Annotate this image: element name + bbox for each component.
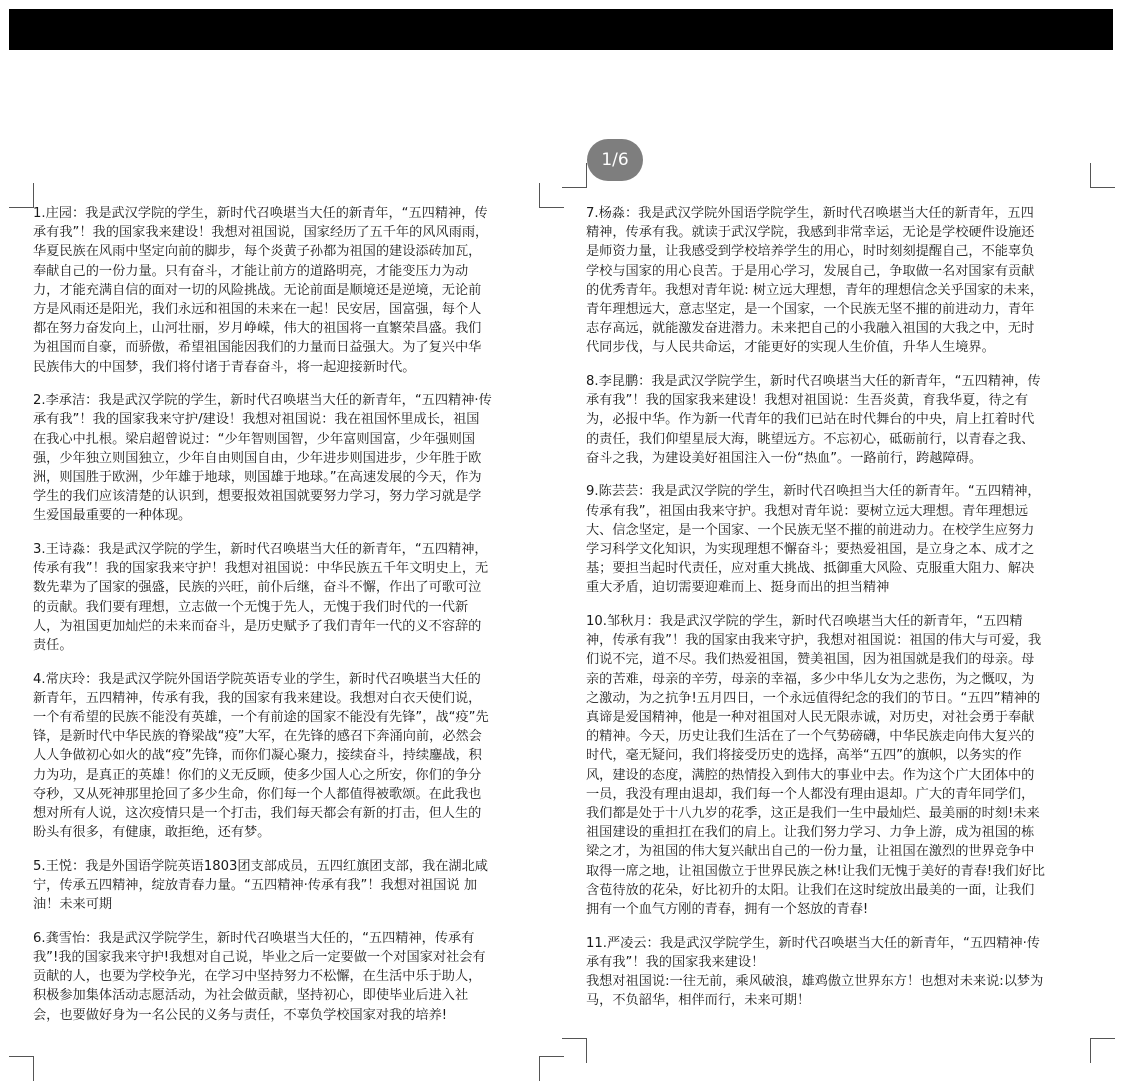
entry-4: 4.常庆玲：我是武汉学院外国语学院英语专业的学生，新时代召唤堪当大任的 新青年，五四精神，传承有我，我的国家有我来建设。我想对白衣天使们说， 一个有希望的民族不能没有英雄，一个有前途的国家不能没有先锋”，战“疫”先 锋，是新时代中华民族的脊梁战“疫”大军，在先锋的感召下奔涌向前，必然会 人人争做初心如火的战“疫”先锋，而你们凝心聚力，接续奋斗，持续鏖战，积 力为功，是真正的英雄！你们的义无反顾，使多少国人心之所安，你们的争分 夺秒，又从死神那里抢回了多少生命，你们每一个人都值得被歌颂。在此我也 想对所有人说，这次疫情只是一个打击，我们每天都会有新的打击，但人生的 盼头有很多，有健康，敢拒绝，还有梦。 (33, 671, 489, 841)
entry-5: 5.王悦：我是外国语学院英语1803团支部成员，五四红旗团支部，我在湖北咸 宁，传承五四精神，绽放青春力量。“五四精神·传承有我”！我想对祖国说 加 油！未来可期 (33, 858, 488, 913)
entry-2: 2.李承洁：我是武汉学院的学生，新时代召唤堪当大任的新青年，“五四精神·传 承有我”！我的国家我来守护/建设！我想对祖国说：我在祖国怀里成长，祖国 在我心中扎根。梁启超曾说过：“少年智则国智，少年富则国富，少年强则国 强，少年独立则国独立，少年自由则国自由，少年进步则国进步，少年胜于欧 洲，则国胜于欧洲，少年雄于地球，则国雄于地球。”在高速发展的今天，作为 学生的我们应该清楚的认识到，想要报效祖国就要努力学习，努力学习就是学 生爱国最重要的一种体现。 (33, 393, 492, 524)
viewer-top-bar (9, 9, 1113, 50)
entry-1: 1.庄园：我是武汉学院的学生，新时代召唤堪当大任的新青年，“五四精神，传 承有我”！我的国家我来建设！我想对祖国说，国家经历了五千年的风风雨雨， 华夏民族在风雨中坚定向前的脚步，每个炎黄子孙都为祖国的建设添砖加瓦， 奉献自己的一份力量。只有奋斗，才能让前方的道路明亮，才能变压力为动 力，才能充满自信的面对一切的风险挑战。无论前面是顺境还是逆境，无论前 方是风雨还是阳光，我们永远和祖国的未来在一起！民安居，国富强，每个人 都在努力奋发向上，山河壮丽，岁月峥嵘，伟大的祖国将一直繁荣昌盛。我们 为祖国而自豪，而骄傲，希望祖国能因我们的力量而日益强大。为了复兴中华 民族伟大的中国梦，我们将付诸于青春奋斗，将一起迎接新时代。 (33, 206, 489, 375)
crop-mark-right-page-top-right (1090, 163, 1115, 188)
entry-11: 11.严凌云：我是武汉学院学生，新时代召唤堪当大任的新青年，“五四精神·传 承有我”！我的国家我来建设！ 我想对祖国说:一往无前，乘风破浪，雄鸡傲立世界东方！也想对未来说:以梦为 马，不负韶华，相伴而行，未来可期！ (586, 935, 1044, 1009)
crop-mark-right-page-bottom-left (562, 1038, 587, 1063)
crop-mark-left-page-bottom-right (539, 1056, 564, 1081)
page-indicator-badge: 1/6 (587, 139, 643, 181)
crop-mark-left-page-top-right (539, 183, 564, 208)
entry-8: 8.李昆鹏：我是武汉学院学生，新时代召唤堪当大任的新青年，“五四精神，传 承有我”！我的国家我来建设！我想对祖国说：生吾炎黄，育我华夏，待之有 为，必报中华。作为新一代青年的我们已站在时代舞台的中央，肩上扛着时代 的责任，我们仰望星辰大海，眺望远方。不忘初心，砥砺前行，以青春之我、 奋斗之我，为建设美好祖国注入一份“热血”。一路前行，跨越障碍。 (586, 374, 1041, 466)
entry-7: 7.杨淼：我是武汉学院外国语学院学生，新时代召唤堪当大任的新青年，五四 精神，传承有我。就读于武汉学院，我感到非常幸运，无论是学校硬件设施还 是师资力量，让我感受到学校培养学生的用心，时时刻刻提醒自己，不能辜负 学校与国家的用心良苦。于是用心学习，发展自己，争取做一名对国家有贡献 的优秀青年。我想对青年说: 树立远大理想，青年的理想信念关乎国家的未来， 青年理想远大，意志坚定，是一个国家，一个民族无坚不摧的前进动力，青年 志存高远，就能激发奋进潜力。未来把自己的小我融入祖国的大我之中，无时 代同步伐，与人民共命运，才能更好的实现人生价值，升华人生境界。 (586, 206, 1044, 356)
entry-10: 10.邹秋月：我是武汉学院的学生，新时代召唤堪当大任的新青年，“五四精 神，传承有我”！我的国家由我来守护，我想对祖国说：祖国的伟大与可爱，我 们说不完，道不尽。我们热爱祖国，赞美祖国，因为祖国就是我们的母亲。母 亲的苦难，母亲的辛劳，母亲的幸福，多少中华儿女为之悲伤，为之慨叹，为 之激动，为之抗争!五月四日，一个永远值得纪念的我们的节日。“五四”精神的 真谛是爱国精神，他是一种对祖国对人民无限赤诚，对历史，对社会勇于奉献 的精神。今天，历史让我们生活在了一个气势磅礴，中华民族走向伟大复兴的 时代，毫无疑问，我们将接受历史的选择，高举“五四”的旗帜，以务实的作 风，建设的态度，满腔的热情投入到伟大的事业中去。作为这个广大团体中的 一员，我没有理由退却，我们每一个人都没有理由退却。广大的青年同学们， 我们都是处于十八九岁的花季，这正是我们一生中最灿烂、最美丽的时刻!未来 祖国建设的重担扛在我们的肩上。让我们努力学习、力争上游，成为祖国的栋 梁之才，为祖国的伟大复兴献出自己的一份力量，让祖国在激烈的世界竞争中 取得一席之地，让祖国傲立于世界民族之林!让我们无愧于美好的青春!我们好比 含苞待放的花朵，好比初升的太阳。让我们在这时绽放出最美的一面，让我们 拥有一个血气方刚的青春，拥有一个怒放的青春! (586, 614, 1045, 918)
crop-mark-right-page-top-left (562, 163, 587, 188)
crop-mark-left-page-top-left (9, 183, 34, 208)
crop-mark-right-page-bottom-right (1090, 1038, 1115, 1063)
crop-mark-left-page-bottom-left (9, 1056, 34, 1081)
entry-9: 9.陈芸芸：我是武汉学院的学生，新时代召唤担当大任的新青年。“五四精神， 传承有我”，祖国由我来守护。我想对青年说：要树立远大理想。青年理想远 大、信念坚定，是一个国家、一个民族无坚不摧的前进动力。在校学生应努力 学习科学文化知识，为实现理想不懈奋斗；要热爱祖国，是立身之本、成才之 基；要担当起时代责任，应对重大挑战、抵御重大风险、克服重大阻力、解决 重大矛盾，迫切需要迎难而上、挺身而出的担当精神 (586, 484, 1041, 596)
entry-3: 3.王诗淼：我是武汉学院的学生，新时代召唤堪当大任的新青年，“五四精神， 传承有我”！我的国家我来守护！我想对祖国说：中华民族五千年文明史上，无 数先辈为了国家的强盛，民族的兴旺，前仆后继，奋斗不懈，作出了可歌可泣 的贡献。我们要有理想，立志做一个无愧于先人，无愧于我们时代的一代新 人，为祖国更加灿烂的未来而奋斗，是历史赋予了我们青年一代的义不容辞的 责任。 (33, 542, 489, 654)
right-page-column (586, 204, 1092, 1010)
entry-6: 6.龚雪怡：我是武汉学院学生，新时代召唤堪当大任的，“五四精神，传承有 我”!我的国家我来守护!我想对自己说，毕业之后一定要做一个对国家对社会有 贡献的人，也要为学校争光，在学习中坚持努力不松懈，在生活中乐于助人， 积极参加集体活动志愿活动，为社会做贡献，坚持初心，即使毕业后进入社 会，也要做好身为一名公民的义务与责任，不辜负学校国家对我的培养! (33, 930, 486, 1023)
left-page-column (33, 204, 538, 1025)
